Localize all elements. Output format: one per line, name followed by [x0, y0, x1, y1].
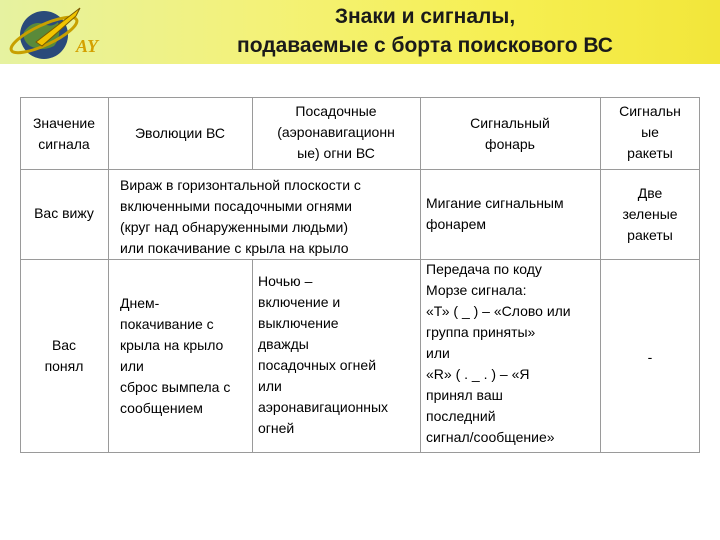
col-divider-2-row2 [252, 259, 253, 453]
aviation-logo-icon [6, 2, 106, 64]
row2-evolutions: Днем- покачивание с крыла на крыло или сброс вымпела с сообщением [120, 295, 231, 416]
row1-evolutions-lights: Вираж в горизонтальной плоскости с включенными посадочными огнями (круг над обнаруженными людьми) или покачивание с крыла на крыло [120, 177, 361, 256]
header-landing-lights: Посадочные (аэронавигационн ые) огни ВС [277, 103, 395, 161]
row2-lantern: Передача по коду Морзе сигнала: «Т» ( _ ) – «Слово или группа приняты» или «R» ( . _ . ) – «Я принял ваш последний сигнал/сообщение» [426, 261, 571, 445]
svg-text:AY: AY [76, 36, 99, 56]
row2-meaning: Вас понял [44, 337, 84, 374]
title-line-2: подаваемые с борта поискового ВС [237, 34, 613, 57]
table-border-top [20, 97, 700, 98]
row1-rockets: Две зеленые ракеты [622, 185, 678, 243]
row1-meaning: Вас вижу [34, 205, 94, 221]
header-signal-rockets: Сигнальн ые ракеты [619, 103, 681, 161]
row1-lantern: Мигание сигнальным фонарем [426, 195, 564, 232]
header-signal-meaning: Значение сигнала [32, 115, 96, 152]
table-border-bottom [20, 452, 700, 453]
signals-table [20, 97, 700, 453]
col-divider-1 [108, 97, 109, 453]
row2-rockets: - [647, 349, 653, 365]
page-title [150, 2, 700, 60]
row-divider-header [20, 169, 700, 170]
title-line-1: Знаки и сигналы, [334, 5, 516, 28]
header-signal-lantern: Сигнальный фонарь [470, 115, 550, 152]
header-banner [0, 0, 720, 64]
row2-lights: Ночью – включение и выключение дважды посадочных огней или аэронавигационных огней [258, 273, 389, 436]
header-evolutions: Эволюции ВС [134, 125, 226, 141]
